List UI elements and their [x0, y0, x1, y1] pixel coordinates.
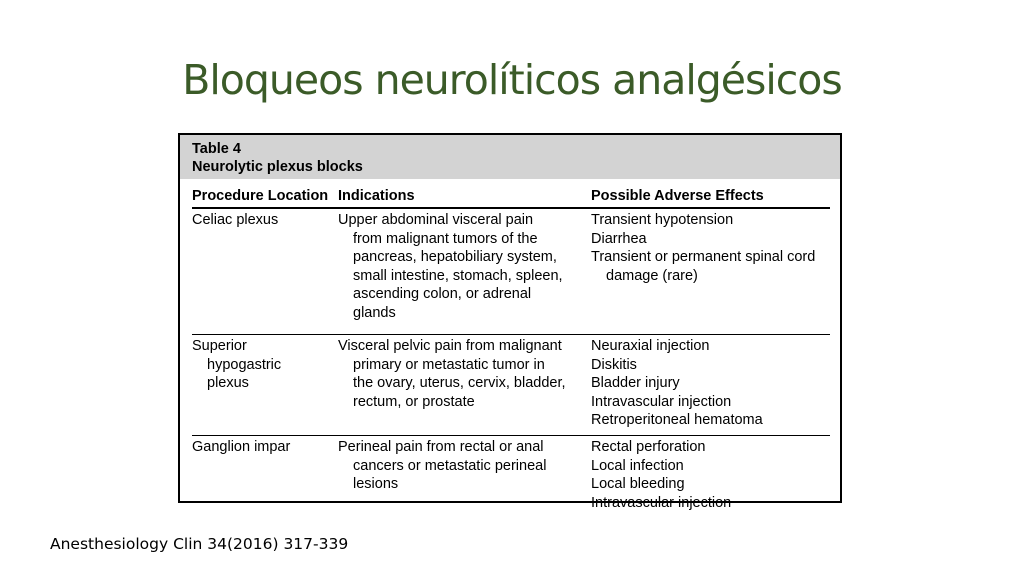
table-caption: Neurolytic plexus blocks: [192, 159, 363, 175]
cell-text: pancreas, hepatobiliary system,: [353, 249, 557, 266]
table-header-band: [180, 135, 840, 179]
cell-text: damage (rare): [606, 267, 698, 284]
cell-text: Transient or permanent spinal cord: [591, 249, 816, 266]
column-header-location: Procedure Location: [192, 188, 329, 204]
cell-text: ascending colon, or adrenal: [353, 286, 532, 303]
table-row: [192, 436, 830, 512]
cell-text: Perineal pain from rectal or anal: [338, 439, 544, 455]
cell-text: Local infection: [591, 457, 684, 474]
cell-effects: [591, 337, 830, 435]
cell-text: Celiac plexus: [192, 212, 279, 228]
cell-text: Upper abdominal visceral pain: [338, 212, 534, 228]
cell-text: lesions: [353, 476, 399, 493]
cell-text: primary or metastatic tumor in: [353, 356, 545, 373]
cell-text: cancers or metastatic perineal: [353, 457, 547, 474]
cell-text: Diarrhea: [591, 230, 647, 247]
slide-title: Bloqueos neurolíticos analgésicos: [182, 56, 842, 104]
cell-location: [192, 337, 338, 435]
cell-effects: [591, 438, 830, 512]
cell-indications: [338, 337, 591, 435]
column-header-row: [192, 187, 830, 209]
cell-text: Intravascular injection: [591, 494, 732, 511]
table-label: Table 4: [192, 141, 241, 157]
cell-text: the ovary, uterus, cervix, bladder,: [353, 375, 566, 392]
cell-effects: [591, 211, 830, 334]
cell-text: Bladder injury: [591, 375, 680, 392]
table-row: [192, 335, 830, 436]
cell-text: small intestine, stomach, spleen,: [353, 267, 563, 284]
cell-text: Rectal perforation: [591, 439, 706, 455]
cell-text: Ganglion impar: [192, 439, 291, 455]
cell-text: Superior: [192, 338, 247, 354]
cell-location: [192, 438, 338, 512]
cell-text: Diskitis: [591, 356, 637, 373]
table-body: [192, 187, 830, 512]
cell-text: Visceral pelvic pain from malignant: [338, 338, 562, 354]
cell-text: rectum, or prostate: [353, 393, 475, 410]
cell-text: Transient hypotension: [591, 212, 734, 228]
source-citation: Anesthesiology Clin 34(2016) 317-339: [50, 535, 349, 553]
cell-text: Retroperitoneal hematoma: [591, 412, 763, 429]
cell-text: from malignant tumors of the: [353, 230, 538, 247]
cell-text: plexus: [207, 375, 249, 392]
cell-text: glands: [353, 304, 396, 321]
cell-indications: [338, 211, 591, 334]
cell-location: [192, 211, 338, 334]
adverse-effects-table: [178, 133, 842, 511]
column-header-indications: Indications: [338, 188, 415, 204]
cell-text: Intravascular injection: [591, 393, 732, 410]
table-row: [192, 209, 830, 335]
column-header-effects: Possible Adverse Effects: [591, 188, 764, 204]
cell-text: hypogastric: [207, 356, 282, 373]
cell-indications: [338, 438, 591, 512]
cell-text: Local bleeding: [591, 476, 685, 493]
cell-text: Neuraxial injection: [591, 338, 710, 354]
